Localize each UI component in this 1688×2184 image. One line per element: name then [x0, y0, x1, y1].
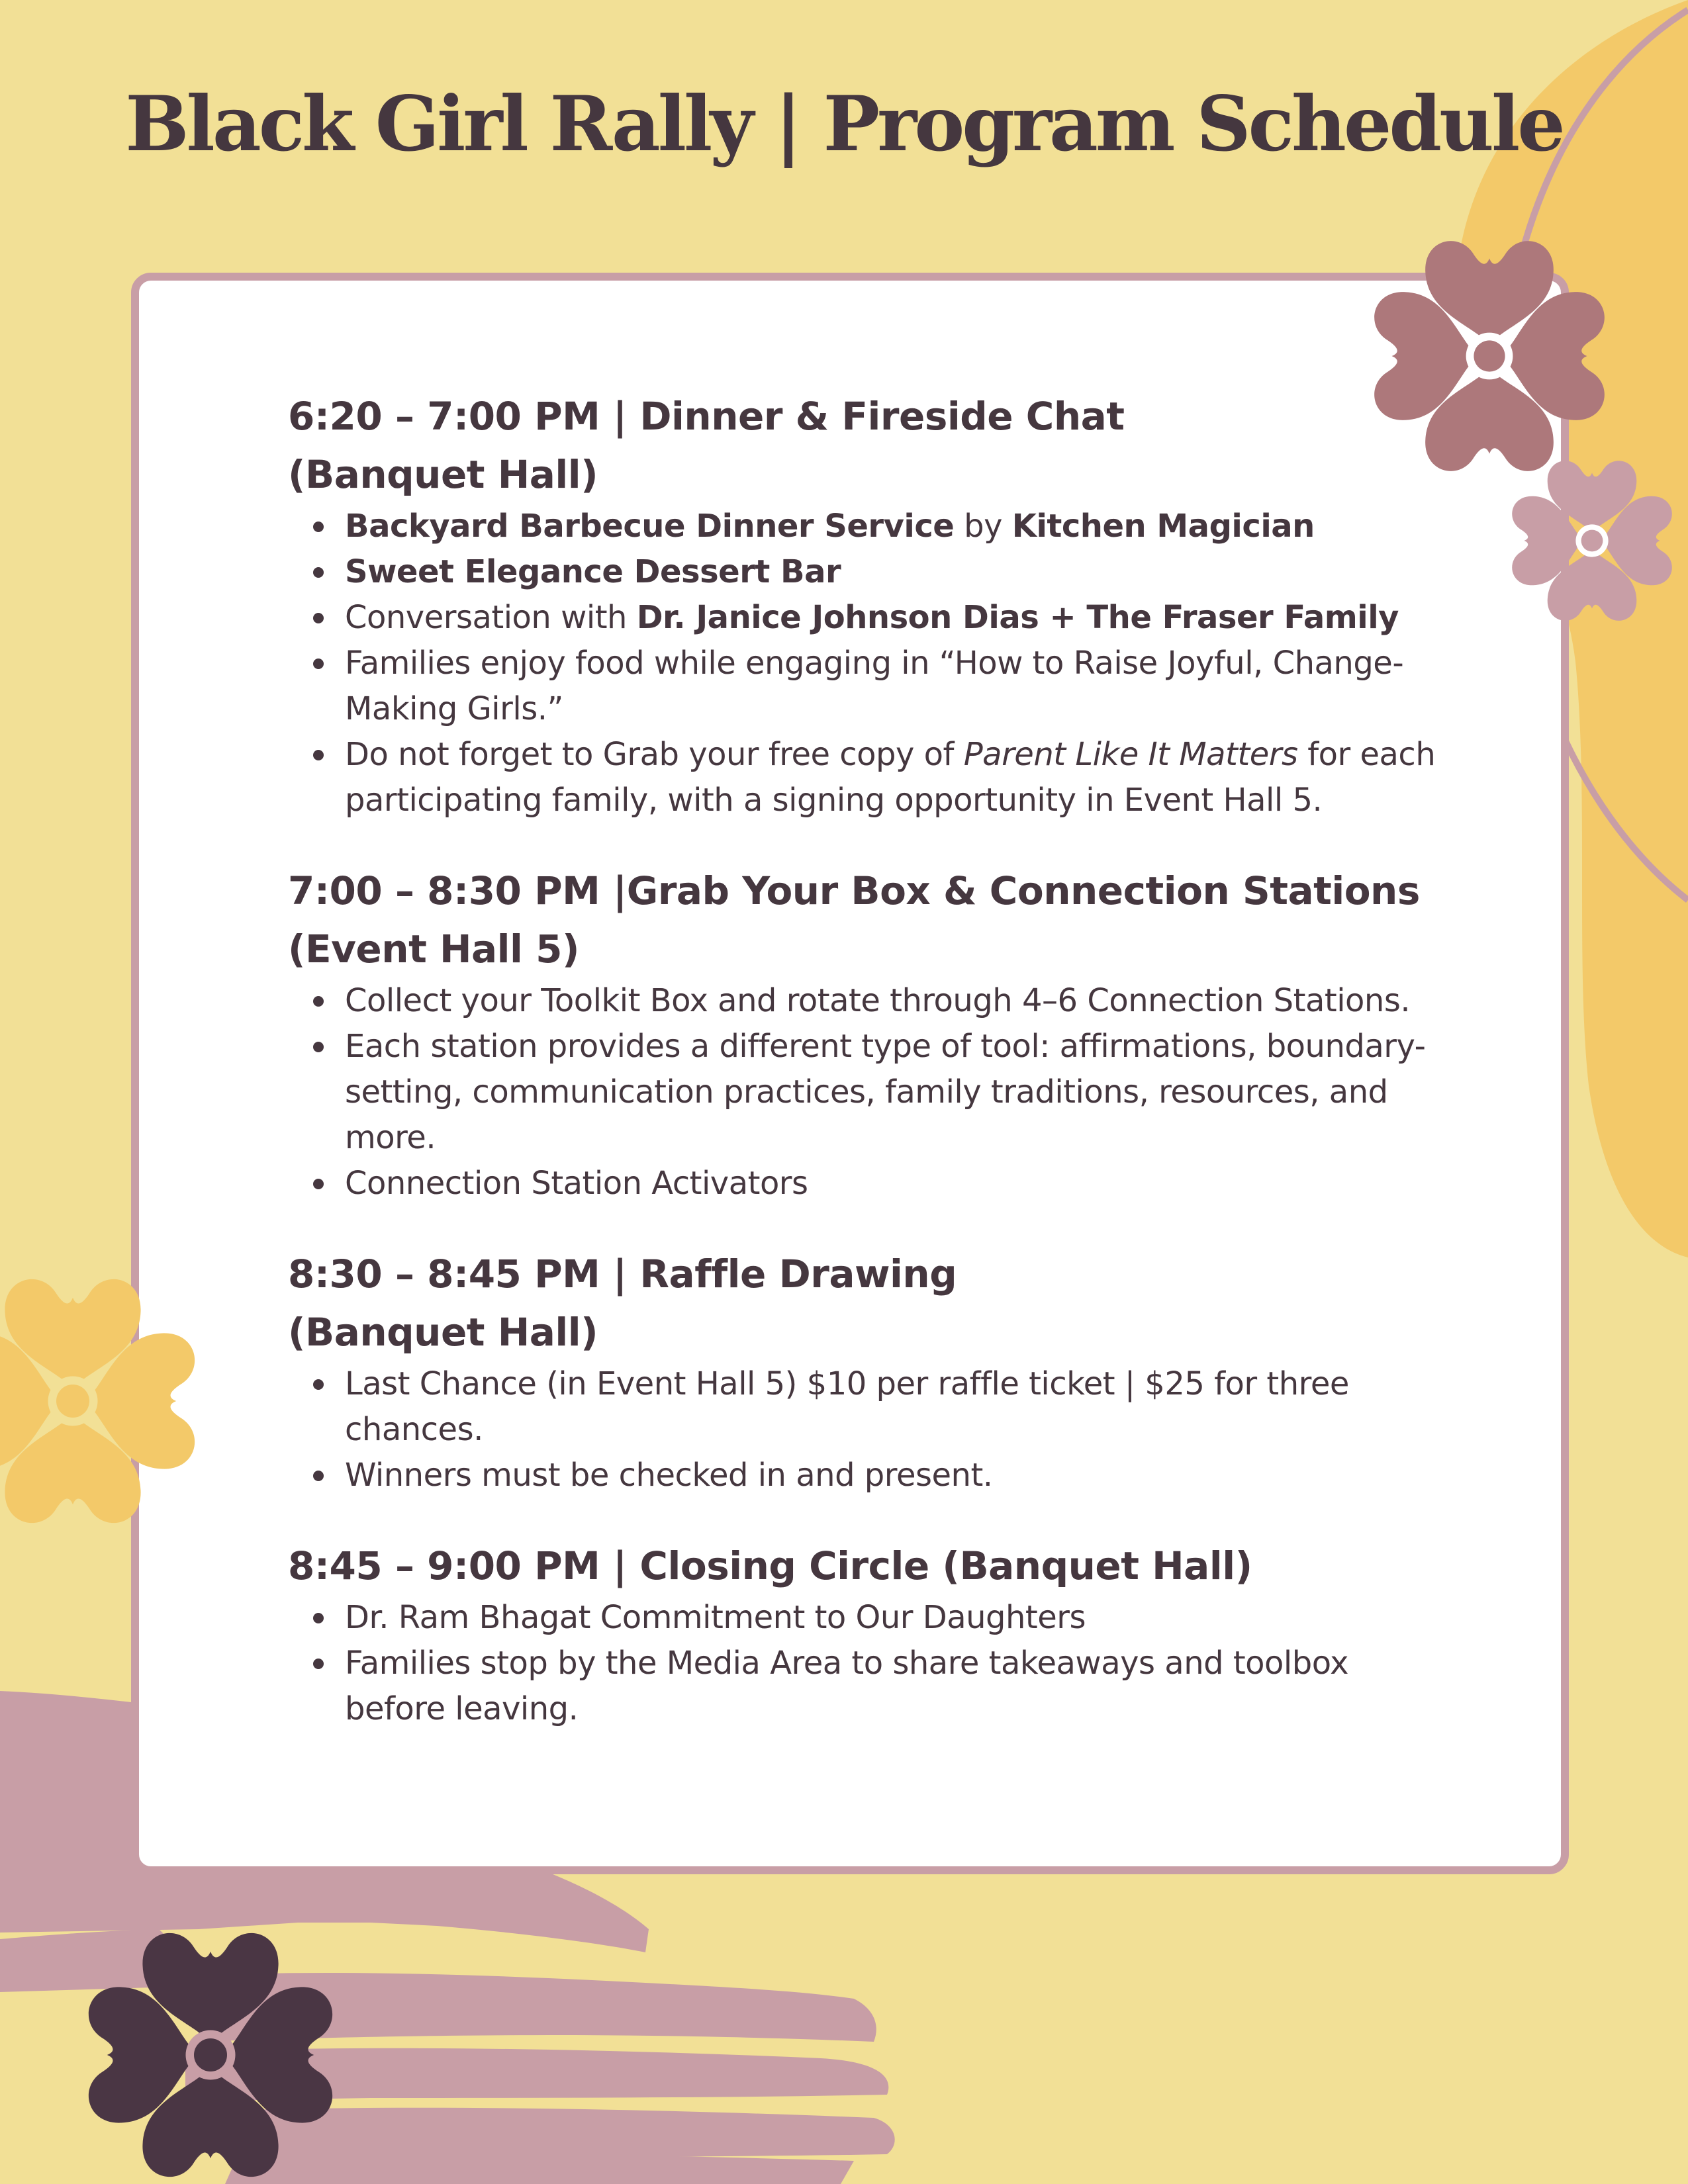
list-item: Conversation with Dr. Janice Johnson Dias + The Fraser Family: [345, 595, 1453, 641]
section-heading: 8:30 – 8:45 PM | Raffle Drawing: [288, 1251, 957, 1297]
list-item: Dr. Ram Bhagat Commitment to Our Daughters: [345, 1595, 1453, 1641]
list-item: Connection Station Activators: [345, 1161, 1453, 1206]
schedule-section: [288, 1245, 1453, 1498]
flower-icon: [89, 1933, 332, 2177]
flower-icon: [0, 1279, 195, 1523]
section-heading: 6:20 – 7:00 PM | Dinner & Fireside Chat: [288, 394, 1125, 439]
list-item: Each station provides a different type of tool: affirmations, boundary-setting, communication practices, family traditions, resources, and more.: [345, 1024, 1453, 1161]
section-list: [288, 1595, 1453, 1732]
page-title: Black Girl Rally | Program Schedule: [125, 79, 1563, 168]
section-list: [288, 978, 1453, 1206]
schedule-section: [288, 862, 1453, 1206]
list-item: Do not forget to Grab your free copy of Parent Like It Matters for each participating family, with a signing opportunity in Event Hall 5.: [345, 732, 1453, 823]
list-item: Backyard Barbecue Dinner Service by Kitchen Magician: [345, 504, 1453, 549]
schedule-section: [288, 387, 1453, 823]
list-item: Sweet Elegance Dessert Bar: [345, 549, 1453, 595]
list-item: Families stop by the Media Area to share takeaways and toolbox before leaving.: [345, 1641, 1453, 1732]
list-item: Collect your Toolkit Box and rotate through 4–6 Connection Stations.: [345, 978, 1453, 1024]
schedule-section: [288, 1537, 1453, 1732]
section-list: [288, 1361, 1453, 1498]
list-item: Winners must be checked in and present.: [345, 1453, 1453, 1498]
list-item: Families enjoy food while engaging in “How to Raise Joyful, Change-Making Girls.”: [345, 641, 1453, 732]
flower-icon: [1512, 461, 1672, 621]
section-location: (Banquet Hall): [288, 452, 598, 497]
section-location: (Event Hall 5): [288, 927, 579, 972]
section-heading: 8:45 – 9:00 PM | Closing Circle (Banquet Hall): [288, 1543, 1252, 1588]
section-list: [288, 504, 1453, 823]
section-location: (Banquet Hall): [288, 1310, 598, 1355]
section-heading: 7:00 – 8:30 PM |Grab Your Box & Connection Stations: [288, 868, 1420, 913]
schedule-content: [288, 387, 1453, 1770]
list-item: Last Chance (in Event Hall 5) $10 per raffle ticket | $25 for three chances.: [345, 1361, 1453, 1453]
